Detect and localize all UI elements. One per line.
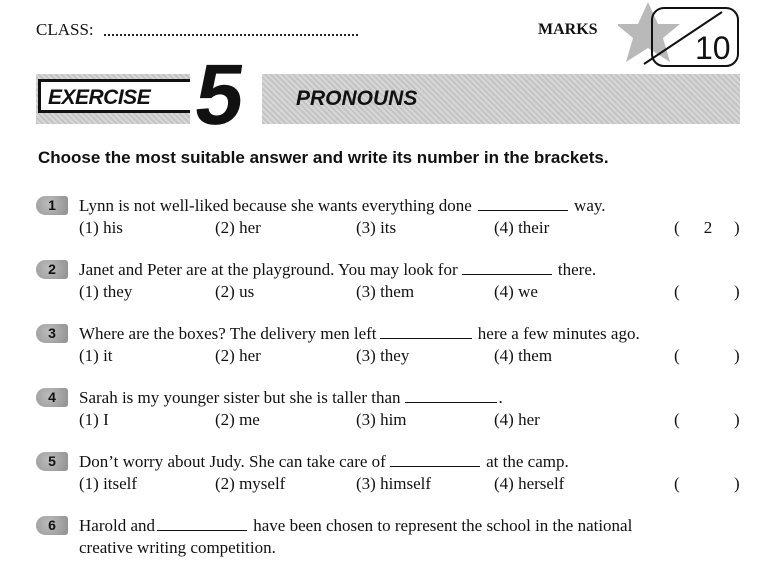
question-text: Don’t worry about Judy. She can take care of at the camp. [79, 452, 569, 471]
answer-blank[interactable] [405, 388, 497, 403]
question-text: Harold and have been chosen to represent the school in the national [79, 516, 633, 535]
answer-value: 2 [703, 218, 713, 237]
answer-blank[interactable] [478, 196, 568, 211]
option-3[interactable]: (3) him [356, 410, 407, 429]
option-4[interactable]: (4) them [494, 346, 553, 365]
option-3[interactable]: (3) them [356, 282, 415, 301]
question-number-badge: 5 [36, 452, 68, 471]
question-number-badge: 6 [36, 516, 68, 535]
answer-blank[interactable] [380, 324, 472, 339]
marks-total: 10 [695, 30, 731, 66]
option-4[interactable]: (4) her [494, 410, 540, 429]
question-text: Where are the boxes? The delivery men left here a few minutes ago. [79, 324, 640, 343]
star-icon [618, 2, 680, 62]
option-1[interactable]: (1) his [79, 218, 123, 237]
option-2[interactable]: (2) her [215, 346, 261, 365]
option-4[interactable]: (4) we [494, 282, 538, 301]
option-2[interactable]: (2) myself [215, 474, 286, 493]
topic-title: PRONOUNS [296, 87, 418, 110]
option-3[interactable]: (3) himself [356, 474, 432, 493]
question-text: Sarah is my younger sister but she is taller than . [79, 388, 503, 407]
class-label: CLASS: [36, 20, 94, 39]
option-2[interactable]: (2) her [215, 218, 261, 237]
marks-label: MARKS [538, 21, 598, 38]
question-number-badge: 1 [36, 196, 68, 215]
option-2[interactable]: (2) me [215, 410, 260, 429]
option-1[interactable]: (1) itself [79, 474, 138, 493]
option-2[interactable]: (2) us [215, 282, 255, 301]
exercise-number: 5 [189, 47, 251, 143]
option-1[interactable]: (1) I [79, 410, 109, 429]
question-text: Janet and Peter are at the playground. You may look for there. [79, 260, 597, 279]
answer-blank[interactable] [157, 516, 247, 531]
option-4[interactable]: (4) herself [494, 474, 565, 493]
question-number-badge: 2 [36, 260, 68, 279]
option-1[interactable]: (1) they [79, 282, 133, 301]
question-text-line2: creative writing competition. [79, 538, 276, 557]
class-name-field[interactable] [104, 34, 358, 36]
option-3[interactable]: (3) they [356, 346, 410, 365]
question-number-badge: 4 [36, 388, 68, 407]
exercise-label: EXERCISE [48, 86, 151, 109]
instruction-text: Choose the most suitable answer and write its number in the brackets. [38, 148, 609, 167]
option-1[interactable]: (1) it [79, 346, 113, 365]
question-number-badge: 3 [36, 324, 68, 343]
answer-blank[interactable] [390, 452, 480, 467]
question-text: Lynn is not well-liked because she wants everything done way. [79, 196, 606, 215]
answer-blank[interactable] [462, 260, 552, 275]
option-4[interactable]: (4) their [494, 218, 550, 237]
option-3[interactable]: (3) its [356, 218, 397, 237]
